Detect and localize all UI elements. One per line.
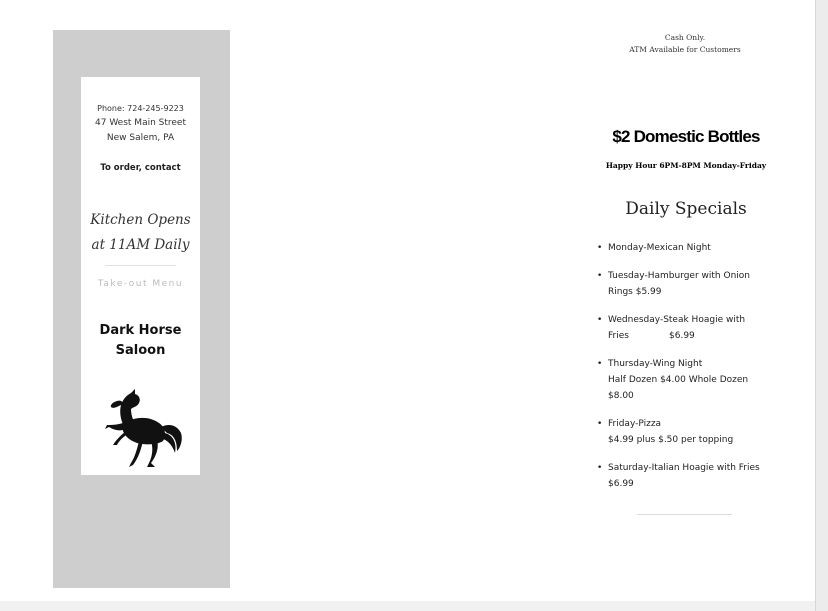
special-thursday <box>596 356 796 404</box>
special-friday <box>596 416 796 448</box>
special-line: Fries $6.99 <box>608 331 695 341</box>
takeout-menu-label: Take-out Menu <box>97 279 184 289</box>
daily-specials-title: Daily Specials <box>625 199 747 219</box>
kitchen-line-1: Kitchen Opens <box>90 212 191 228</box>
rearing-horse-icon <box>93 385 188 471</box>
viewer-bottom-gutter <box>0 601 815 611</box>
kitchen-line-2: at 11AM Daily <box>91 237 190 253</box>
special-line: • Wednesday-Steak Hoagie with <box>608 315 746 325</box>
address-line-2: New Salem, PA <box>106 133 175 143</box>
daily-specials-list <box>596 240 796 492</box>
happy-hour-text: Happy Hour 6PM-8PM Monday-Friday <box>605 161 767 170</box>
cash-notice <box>600 32 770 56</box>
saloon-name-line-1: Dark Horse <box>99 323 182 338</box>
card-divider <box>105 265 176 266</box>
saloon-name-line-2: Saloon <box>115 343 166 358</box>
special-line: Rings $5.99 <box>608 287 662 297</box>
special-line: Half Dozen $4.00 Whole Dozen <box>608 375 749 385</box>
cash-line-1: Cash Only. <box>664 33 706 42</box>
special-saturday <box>596 460 796 492</box>
special-line: • Monday-Mexican Night <box>608 243 711 253</box>
special-line: $6.99 <box>608 479 634 489</box>
bottom-divider <box>637 514 732 515</box>
kitchen-hours <box>81 208 200 258</box>
address-line-1: 47 West Main Street <box>95 118 186 128</box>
special-wednesday <box>596 312 796 344</box>
special-tuesday <box>596 268 796 300</box>
cash-line-2: ATM Available for Customers <box>629 45 741 54</box>
saloon-name <box>81 321 200 361</box>
domestic-bottles-heading: $2 Domestic Bottles <box>612 127 760 146</box>
special-line: • Tuesday-Hamburger with Onion <box>608 271 750 281</box>
special-monday <box>596 240 796 256</box>
special-line: • Friday-Pizza <box>608 419 662 429</box>
special-line: • Saturday-Italian Hoagie with Fries <box>608 463 760 473</box>
special-line: $4.99 plus $.50 per topping <box>608 435 734 445</box>
special-line: $8.00 <box>608 391 634 401</box>
phone-number: Phone: 724-245-9223 <box>97 104 184 113</box>
viewer-scroll-gutter <box>815 0 828 611</box>
special-line: • Thursday-Wing Night <box>608 359 703 369</box>
order-contact-text: To order, contact <box>100 163 181 173</box>
info-card <box>81 77 200 475</box>
